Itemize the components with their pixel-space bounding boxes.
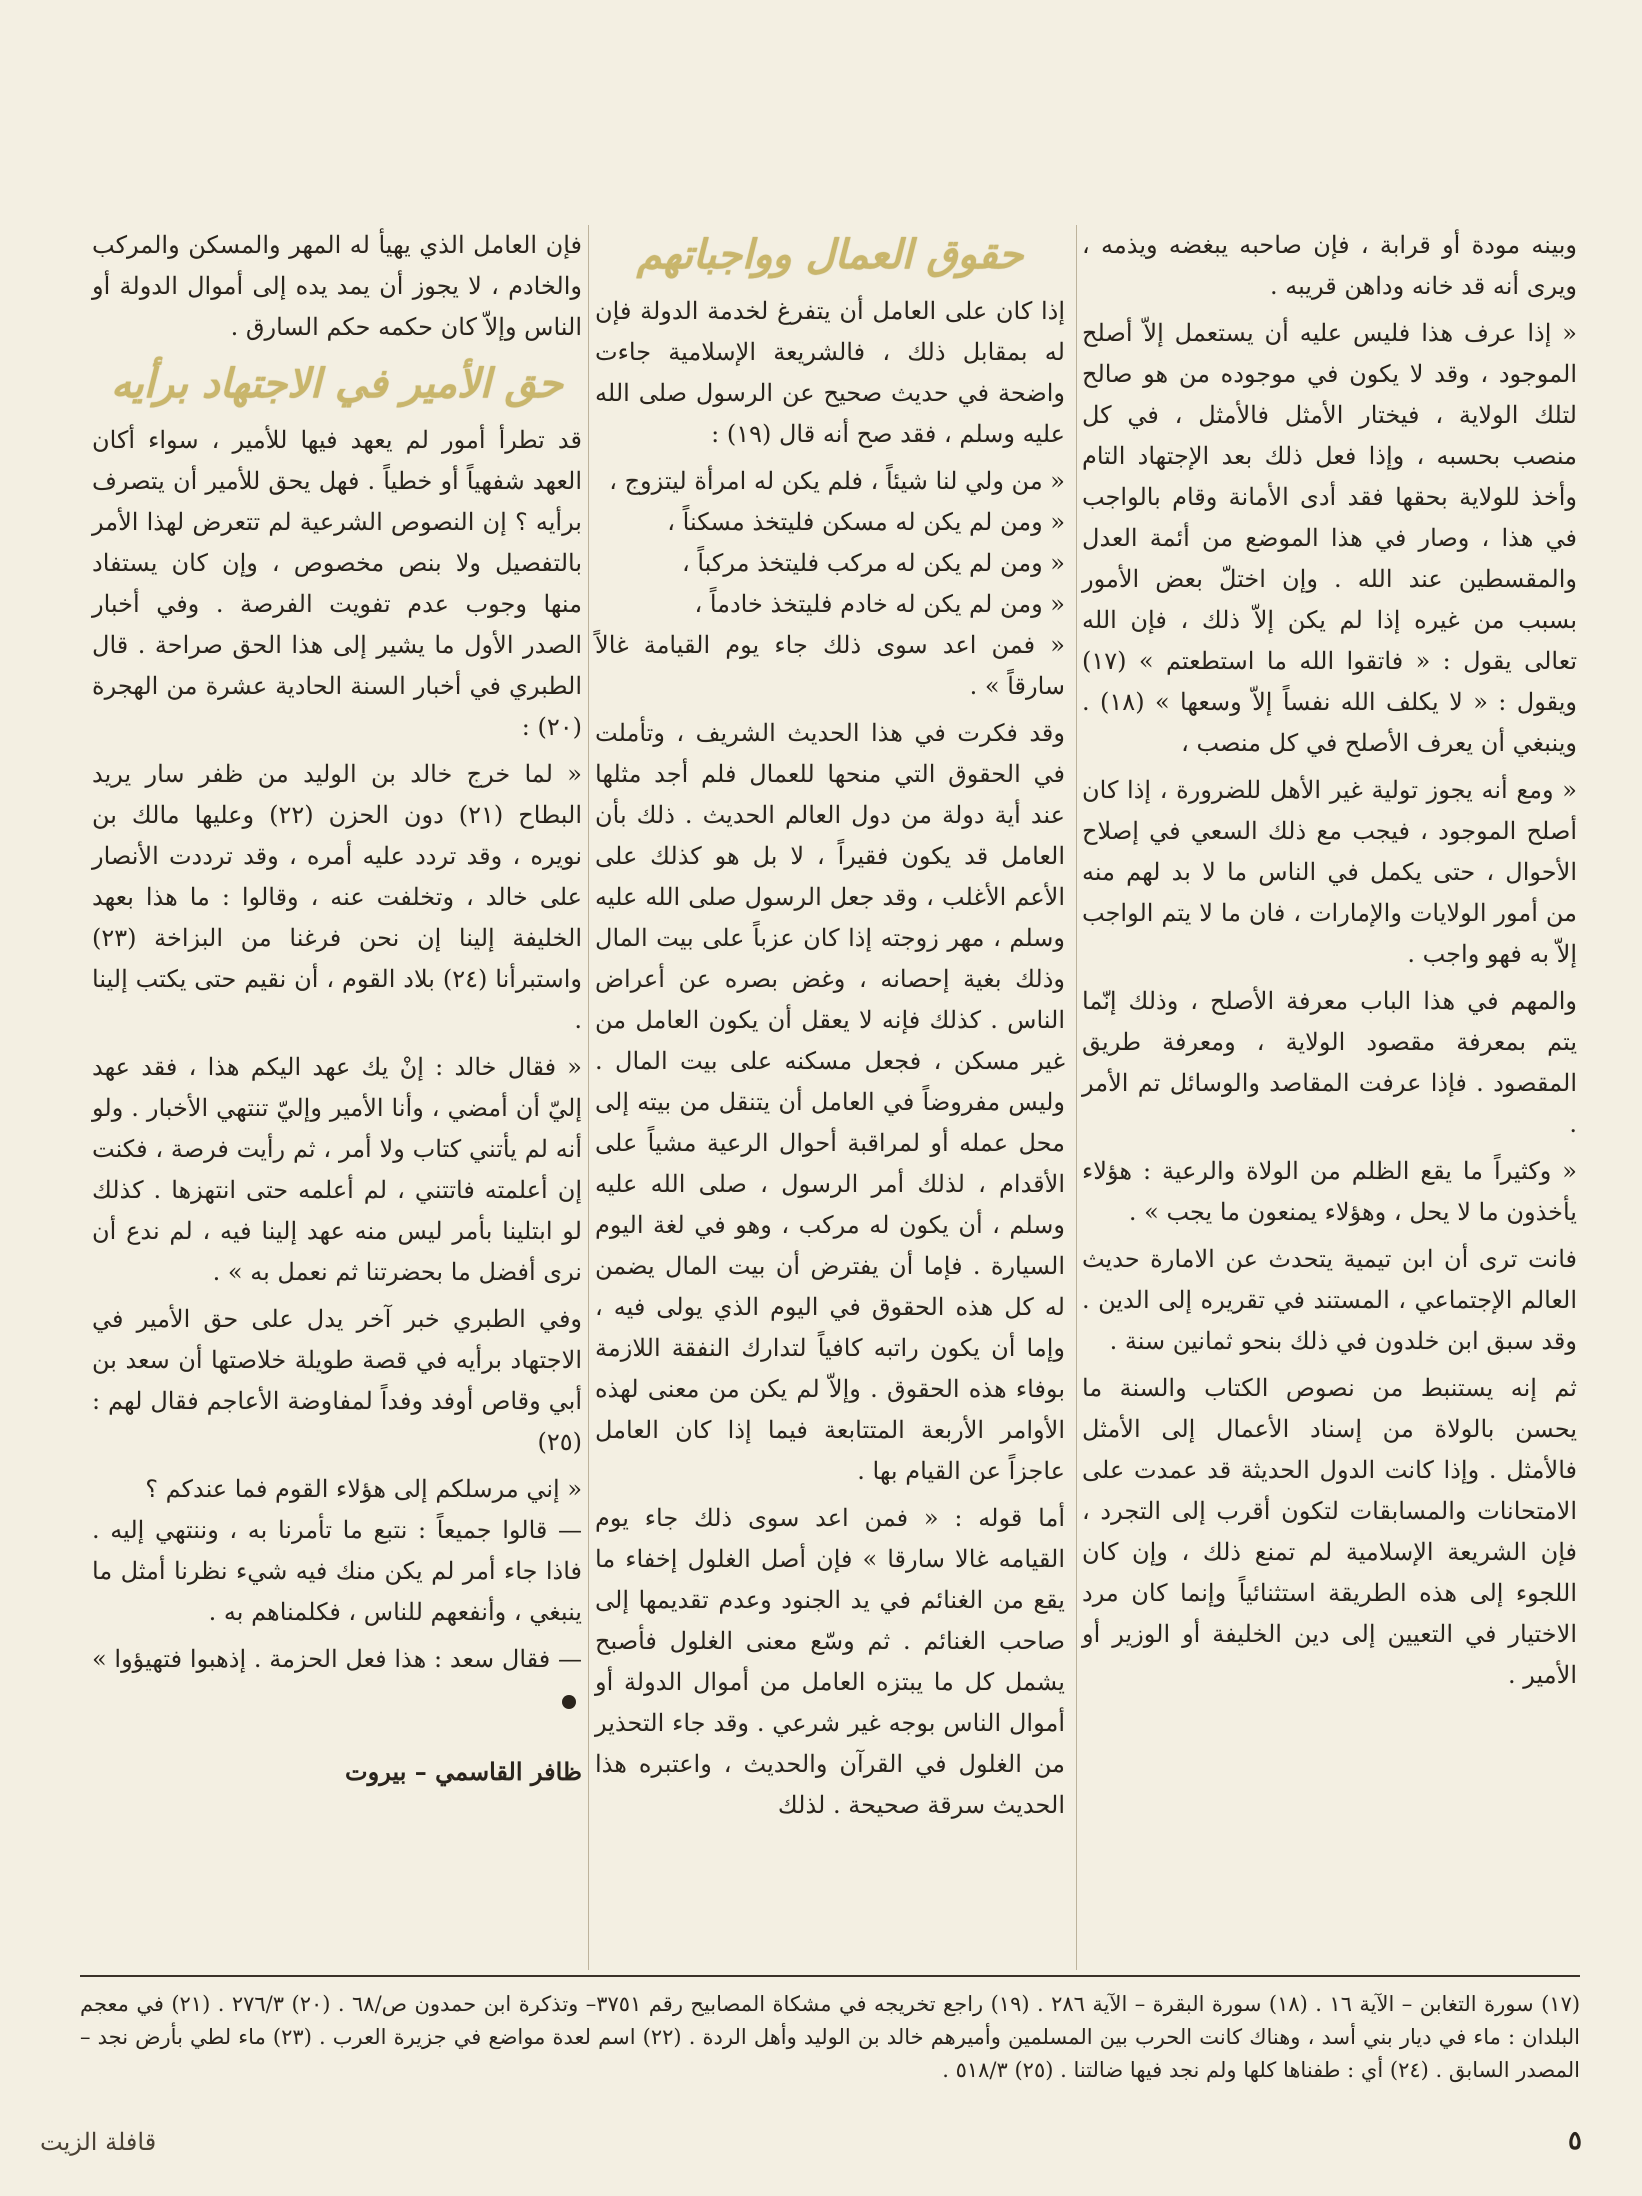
paragraph: ثم إنه يستنبط من نصوص الكتاب والسنة ما يحسن بالولاة من إسناد الأعمال إلى الأمثل فالأمثل . وإذا كانت الدول الحديثة قد عمدت على الامتحانات والمسابقات لتكون أقرب إلى التجرد ، فإن الشريعة الإسلامية لم تمنع ذلك ، وإن كان اللجوء إلى هذه الطريقة استثنائياً وإنما كان مرد الاختيار في التعيين إلى دين الخليفة أو الوزير أو الأمير . [1082,1374,1577,1689]
column-divider [1076,225,1077,1970]
paragraph: « فقال خالد : إنْ يك عهد اليكم هذا ، فقد عهد إليّ أن أمضي ، وأنا الأمير وإليّ تنتهي الأخبار . ولو أنه لم يأتني كتاب ولا أمر ، ثم رأيت فرصة ، فكنت إن أعلمته فاتتني ، لم أعلمه حتى انتهزها . كذلك لو ابتلينا بأمر ليس منه عهد إلينا فيه ، لم ندع أن نرى أفضل ما بحضرتنا ثم نعمل به » . [92,1053,582,1286]
paragraph: والمهم في هذا الباب معرفة الأصلح ، وذلك إنّما يتم بمعرفة مقصود الولاية ، ومعرفة طريق المقصود . فإذا عرفت المقاصد والوسائل تم الأمر . [1082,987,1577,1138]
hadith-line: « ومن لم يكن له مركب فليتخذ مركباً ، [681,549,1065,577]
end-mark-icon [562,1695,576,1709]
page-number: ٥ [1568,2126,1582,2156]
paragraph: قد تطرأ أمور لم يعهد فيها للأمير ، سواء أكان العهد شفهياً أو خطياً . فهل يحق للأمير أن يتصرف برأيه ؟ إن النصوص الشرعية لم تتعرض لهذا الأمر بالتفصيل ولا بنص مخصوص ، وإن كان يستفاد منها وجوب عدم تفويت الفرصة . وفي أخبار الصدر الأول ما يشير إلى هذا الحق صراحة . قال الطبري في أخبار السنة الحادية عشرة من الهجرة (٢٠) : [92,426,582,741]
paragraph: « إذا عرف هذا فليس عليه أن يستعمل إلاّ أصلح الموجود ، وقد لا يكون في موجوده من هو صالح لتلك الولاية ، فيختار الأمثل فالأمثل ، في كل منصب بحسبه ، وإذا فعل ذلك بعد الإجتهاد التام وأخذ للولاية بحقها فقد أدى الأمانة وقام بالواجب في هذا ، وصار في هذا الموضع من أئمة العدل والمقسطين عند الله . وإن اختلّ بعض الأمور بسبب من غيره إذا لم يكن إلاّ ذلك ، فإن الله تعالى يقول : « فاتقوا الله ما استطعتم » (١٧) ويقول : « لا يكلف الله نفساً إلاّ وسعها » (١٨) . وينبغي أن يعرف الأصلح في كل منصب ، [1082,319,1578,757]
paragraph: « إني مرسلكم إلى هؤلاء القوم فما عندكم ؟ [145,1475,582,1503]
paragraph: « وكثيراً ما يقع الظلم من الولاة والرعية : هؤلاء يأخذون ما لا يحل ، وهؤلاء يمنعون ما يجب » . [1082,1157,1577,1226]
paragraph: « لما خرج خالد بن الوليد من ظفر سار يريد البطاح (٢١) دون الحزن (٢٢) وعليها مالك بن نويره ، وقد تردد عليه أمره ، وقد ترددت الأنصار على خالد ، وتخلفت عنه ، وقالوا : ما هذا بعهد الخليفة إلينا إن نحن فرغنا من البزاخة (٢٣) واستبرأنا (٢٤) بلاد القوم ، أن نقيم حتى يكتب إلينا . [92,760,583,1034]
paragraph: وقد فكرت في هذا الحديث الشريف ، وتأملت في الحقوق التي منحها للعمال فلم أجد مثلها عند أية دولة من دول العالم الحديث . ذلك بأن العامل قد يكون فقيراً ، لا بل هو كذلك على الأعم الأغلب ، وقد جعل الرسول صلى الله عليه وسلم ، مهر زوجته إذا كان عزباً على بيت المال وذلك بغية إحصانه ، وغض بصره عن أعراض الناس . كذلك فإنه لا يعقل أن يكون العامل من غير مسكن ، فجعل مسكنه على بيت المال . وليس مفروضاً في العامل أن يتنقل من بيته إلى محل عمله أو لمراقبة أحوال الرعية مشياً على الأقدام ، لذلك أمر الرسول ، صلى الله عليه وسلم ، أن يكون له مركب ، وهو في لغة اليوم السيارة . فإما أن يفترض أن بيت المال يضمن له كل هذه الحقوق في اليوم الذي يولى فيه ، وإما أن يكون راتبه كافياً لتدارك النفقة اللازمة بوفاء هذه الحقوق . وإلاّ لم يكن من معنى لهذه الأوامر الأربعة المتتابعة فيما إذا كان العامل عاجزاً عن القيام بها . [595,719,1065,1485]
paragraph: « ومع أنه يجوز تولية غير الأهل للضرورة ، إذا كان أصلح الموجود ، فيجب مع ذلك السعي في إصلاح الأحوال ، حتى يكمل في الناس ما لا بد لهم منه من أمور الولايات والإمارات ، فان ما لا يتم الواجب إلاّ به فهو واجب . [1082,776,1577,968]
paragraph: فانت ترى أن ابن تيمية يتحدث عن الامارة حديث العالم الإجتماعي ، المستند في تقريره إلى الدين . وقد سبق ابن خلدون في ذلك بنحو ثمانين سنة . [1082,1245,1577,1355]
paragraph: وبينه مودة أو قرابة ، فإن صاحبه يبغضه ويذمه ، ويرى أنه قد خانه وداهن قريبه . [1082,231,1577,300]
paragraph-closing [92,1639,582,1721]
paragraph: أما قوله : « فمن اعد سوى ذلك جاء يوم القيامه غالا سارقا » فإن أصل الغلول إخفاء ما يقع من الغنائم في يد الجنود وعدم تقديمها إلى صاحب الغنائم . ثم وسّع معنى الغلول فأصبح يشمل كل ما يبتزه العامل من أموال الدولة أو أموال الناس بوجه غير شرعي . وقد جاء التحذير من الغلول في القرآن والحديث ، واعتبره هذا الحديث سرقة صحيحة . لذلك [595,1504,1065,1819]
footnote-divider [80,1975,1580,1977]
section-heading-emir-right: حق الأمير في الاجتهاد برأيه [111,360,563,407]
magazine-name: قافلة الزيت [40,2128,157,2156]
column-right [1082,225,1577,1702]
column-divider [588,225,589,1970]
paragraph: — قالوا جميعاً : نتبع ما تأمرنا به ، وننتهي إليه . فاذا جاء أمر لم يكن منك فيه شيء نظرنا أمثل ما ينبغي ، وأنفعهم للناس ، فكلمناهم به . [92,1516,583,1626]
column-left [92,225,582,1792]
paragraph: وفي الطبري خبر آخر يدل على حق الأمير في الاجتهاد برأيه في قصة طويلة خلاصتها أن سعد بن أبي وقاص أوفد وفداً لمفاوضة الأعاجم فقال لهم : (٢٥) [92,1305,582,1456]
paragraph: إذا كان على العامل أن يتفرغ لخدمة الدولة فإن له بمقابل ذلك ، فالشريعة الإسلامية جاءت واضحة في حديث صحيح عن الرسول صلى الله عليه وسلم ، فقد صح أنه قال (١٩) : [595,297,1065,448]
author-signature: ظافر القاسمي – بيروت [345,1757,582,1786]
hadith-line: « من ولي لنا شيئاً ، فلم يكن له امرأة ليتزوج ، [609,467,1065,495]
footnotes [80,1988,1580,2087]
paragraph: فإن العامل الذي يهيأ له المهر والمسكن والمركب والخادم ، لا يجوز أن يمد يده إلى أموال الدولة أو الناس وإلاّ كان حكمه حكم السارق . [92,231,582,341]
column-middle [595,225,1065,1832]
hadith-line: « فمن اعد سوى ذلك جاء يوم القيامة غالاً سارقاً » . [595,631,1065,700]
footnote-text: (١٧) سورة التغابن – الآية ١٦ . (١٨) سورة البقرة – الآية ٢٨٦ . (١٩) راجع تخريجه في مشكاة المصابيح رقم ٣٧٥١– وتذكرة ابن حمدون ص/٦٨ . (٢٠) ٢٧٦/٣ . (٢١) في معجم البلدان : ماء في ديار بني أسد ، وهناك كانت الحرب بين المسلمين وأميرهم خالد بن الوليد وأهل الردة . (٢٢) اسم لعدة مواضع في جزيرة العرب . (٢٣) ماء لطي بأرض نجد – المصدر السابق . (٢٤) أي : طفناها كلها ولم نجد فيها ضالتنا . (٢٥) ٥١٨/٣ . [80,1992,1581,2082]
section-heading-workers-rights: حقوق العمال وواجباتهم [636,231,1024,278]
hadith-line: « ومن لم يكن له خادم فليتخذ خادماً ، [694,590,1065,618]
closing-text: — فقال سعد : هذا فعل الحزمة . إذهبوا فتهيؤوا » [92,1645,582,1673]
hadith-line: « ومن لم يكن له مسكن فليتخذ مسكناً ، [667,508,1065,536]
